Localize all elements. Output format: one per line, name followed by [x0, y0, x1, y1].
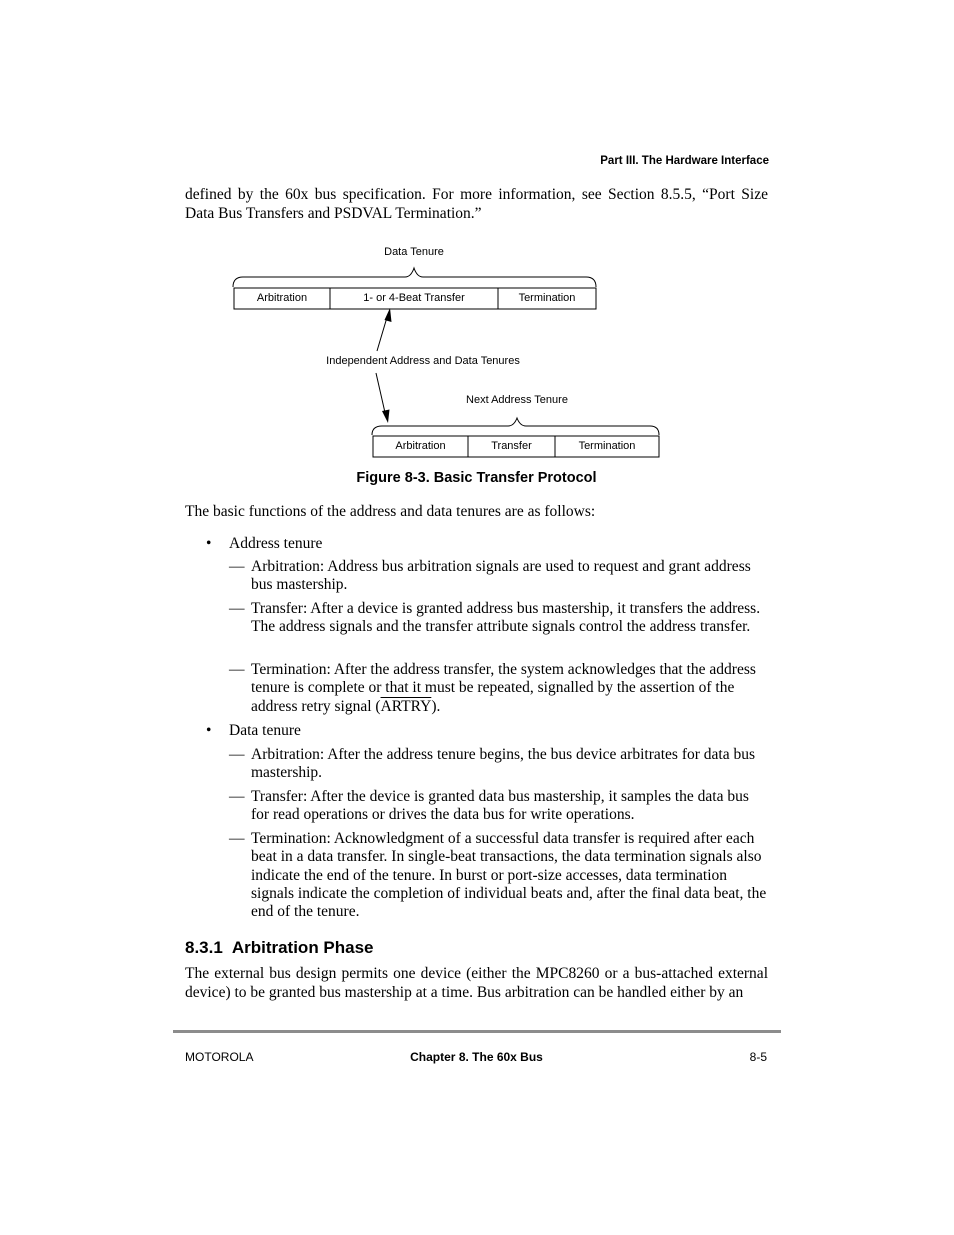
figure-caption: Figure 8-3. Basic Transfer Protocol: [356, 470, 597, 486]
next-address-cell-termination: Termination: [578, 440, 636, 452]
independent-tenures-label: Independent Address and Data Tenures: [326, 355, 520, 367]
dash: —: [229, 830, 245, 847]
footer-rule: [173, 1030, 781, 1033]
artry-signal: ARTRY: [380, 697, 432, 715]
list-item-text-end: ).: [431, 697, 441, 715]
data-tenure-label: Data Tenure: [384, 246, 444, 258]
section-heading: [185, 938, 374, 958]
next-address-cell-arbitration: Arbitration: [395, 440, 446, 452]
dash: —: [229, 600, 245, 617]
footer-page-number: 8-5: [749, 1050, 767, 1064]
list-item: Termination: Acknowledgment of a successful data transfer is required after each beat in a data transfer. In single-beat transactions, the data termination signals also indicate the end of the tenure. In burst or port-size accesses, data termination signals indicate the completion of individual beats and, after the final data beat, the end of the tenure.: [251, 830, 767, 921]
list-item: Arbitration: After the address tenure begins, the bus device arbitrates for data bus mastership.: [251, 746, 756, 782]
bullet-label: Address tenure: [229, 535, 323, 552]
dash: —: [229, 788, 245, 805]
running-head: Part III. The Hardware Interface: [600, 155, 769, 167]
bullet-label: Data tenure: [229, 722, 301, 739]
list-item: Transfer: After the device is granted data bus mastership, it samples the data bus for read operations or drives the data bus for write operations.: [251, 788, 749, 824]
dash: —: [229, 661, 245, 678]
dash: —: [229, 558, 245, 575]
section-title: Arbitration Phase: [231, 938, 374, 957]
dash: —: [229, 746, 245, 763]
list-item: [251, 661, 767, 716]
next-address-brace: [372, 418, 659, 435]
data-tenure-cell-termination: Termination: [518, 292, 576, 304]
section-number: 8.3.1: [185, 938, 223, 957]
intro-paragraph: defined by the 60x bus specification. For more information, see Section 8.5.5, “Port Size Data Bus Transfers and PSDVAL Termination.”: [185, 186, 768, 222]
list-item: Arbitration: Address bus arbitration signals are used to request and grant address bus mastership.: [251, 558, 751, 594]
arrow-up-head: [385, 308, 392, 322]
data-tenure-brace: [233, 268, 596, 287]
arrow-down-line: [376, 373, 386, 417]
list-item: Transfer: After a device is granted address bus mastership, it transfers the address. The address signals and the transfer attribute signals control the address transfer.: [251, 600, 761, 636]
lead-paragraph: The basic functions of the address and data tenures are as follows:: [185, 503, 596, 520]
next-address-cell-transfer: Transfer: [491, 440, 532, 452]
bullet-dot: •: [206, 722, 212, 739]
arrow-down-head: [382, 410, 390, 424]
bullet-dot: •: [206, 535, 212, 552]
footer-publisher: MOTOROLA: [185, 1050, 254, 1064]
list-item-text: Termination: After the address transfer, the system acknowledges that the address tenure is complete or that it must be repeated, signalled by the assertion of the address retry signal (: [251, 661, 756, 715]
footer-chapter: Chapter 8. The 60x Bus: [410, 1050, 543, 1064]
data-tenure-cell-arbitration: Arbitration: [256, 292, 308, 304]
section-paragraph: The external bus design permits one device (either the MPC8260 or a bus-attached external device) to be granted bus mastership at a time. Bus arbitration can be handled either by an: [185, 965, 768, 1001]
next-address-tenure-label: Next Address Tenure: [466, 394, 568, 406]
data-tenure-cell-transfer: 1- or 4-Beat Transfer: [363, 292, 465, 304]
